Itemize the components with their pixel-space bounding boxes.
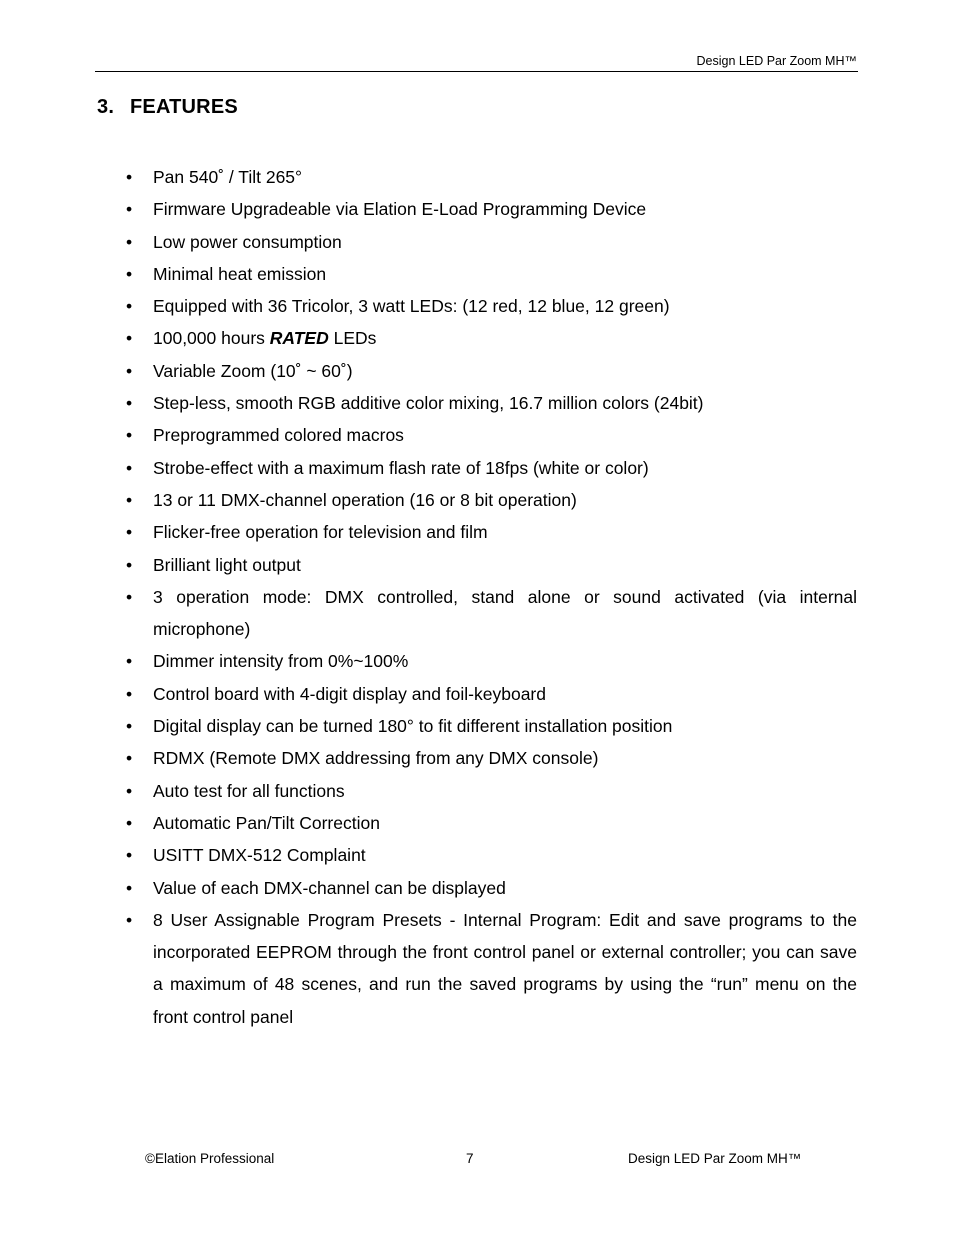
- feature-item: [126, 581, 857, 646]
- feature-text-prefix: 100,000 hours: [153, 328, 270, 349]
- feature-item: [126, 193, 857, 225]
- bullet-icon: •: [126, 199, 133, 220]
- feature-item: [126, 742, 857, 774]
- feature-text-emphasis: RATED: [269, 328, 329, 349]
- feature-item: [126, 645, 857, 677]
- bullet-icon: •: [126, 716, 133, 737]
- feature-text: Strobe-effect with a maximum flash rate of 18fps (white or color): [153, 457, 649, 478]
- feature-text: Low power consumption: [153, 231, 342, 252]
- bullet-icon: •: [126, 877, 133, 898]
- bullet-icon: •: [126, 167, 133, 187]
- bullet-icon: •: [126, 263, 133, 284]
- feature-item: [126, 516, 857, 548]
- bullet-icon: •: [126, 457, 133, 478]
- feature-text: Minimal heat emission: [153, 263, 327, 284]
- feature-item: [126, 872, 857, 904]
- feature-item: [126, 322, 857, 354]
- feature-item: [126, 549, 857, 581]
- feature-item: [126, 710, 857, 742]
- bullet-icon: •: [126, 845, 133, 866]
- feature-item: [126, 839, 857, 871]
- feature-item: [126, 775, 857, 807]
- bullet-icon: •: [126, 296, 133, 317]
- feature-text: Step-less, smooth RGB additive color mixing, 16.7 million colors (24bit): [153, 393, 704, 414]
- feature-text: [153, 322, 857, 354]
- feature-text: Brilliant light output: [153, 554, 301, 575]
- bullet-icon: •: [126, 522, 133, 543]
- header-divider: [95, 71, 858, 72]
- feature-item: [126, 355, 857, 387]
- feature-text: Firmware Upgradeable via Elation E-Load Programming Device: [153, 199, 647, 220]
- feature-text: Variable Zoom (10˚ ~ 60˚): [153, 360, 353, 381]
- feature-item: [126, 904, 857, 1033]
- feature-text: Pan 540˚ / Tilt 265°: [153, 167, 303, 187]
- feature-item: [126, 387, 857, 419]
- section-number: 3.: [97, 96, 115, 118]
- feature-text: RDMX (Remote DMX addressing from any DMX console): [153, 748, 599, 769]
- feature-text-suffix: LEDs: [328, 328, 377, 349]
- feature-text: Preprogrammed colored macros: [153, 425, 404, 446]
- feature-text: 3 operation mode: DMX controlled, stand alone or sound activated (via internal microphone): [153, 586, 857, 640]
- feature-item: [126, 678, 857, 710]
- bullet-icon: •: [126, 360, 133, 381]
- feature-item: [126, 452, 857, 484]
- feature-item: [126, 161, 857, 193]
- bullet-icon: •: [126, 328, 133, 349]
- bullet-icon: •: [126, 909, 133, 930]
- bullet-icon: •: [126, 812, 133, 833]
- feature-text: 8 User Assignable Program Presets - Internal Program: Edit and save programs to the incorporated EEPROM through the front control panel or external controller; you can save a maximum of 48 scenes, and run the saved programs by using the “run” menu on the front control panel: [153, 909, 857, 1027]
- bullet-icon: •: [126, 651, 133, 672]
- feature-item: [126, 419, 857, 451]
- bullet-icon: •: [126, 231, 133, 252]
- section-heading: [97, 96, 238, 119]
- bullet-icon: •: [126, 586, 133, 607]
- bullet-icon: •: [126, 489, 133, 510]
- footer-page-number: 7: [466, 1151, 474, 1166]
- feature-text: 13 or 11 DMX-channel operation (16 or 8 bit operation): [153, 489, 577, 510]
- footer-product: Design LED Par Zoom MH™: [628, 1151, 802, 1166]
- feature-item: [126, 807, 857, 839]
- bullet-icon: •: [126, 425, 133, 446]
- bullet-icon: •: [126, 393, 133, 414]
- feature-text: Control board with 4-digit display and foil-keyboard: [153, 683, 546, 704]
- bullet-icon: •: [126, 554, 133, 575]
- feature-text: Digital display can be turned 180° to fit different installation position: [153, 716, 673, 737]
- feature-text: Dimmer intensity from 0%~100%: [153, 651, 409, 672]
- footer-copyright: ©Elation Professional: [145, 1151, 275, 1166]
- feature-text: Flicker-free operation for television and film: [153, 522, 488, 543]
- feature-item: [126, 290, 857, 322]
- feature-text: Equipped with 36 Tricolor, 3 watt LEDs: (12 red, 12 blue, 12 green): [153, 296, 670, 317]
- feature-text: Value of each DMX-channel can be displayed: [153, 877, 506, 898]
- header-title: Design LED Par Zoom MH™: [696, 54, 857, 68]
- feature-text: Auto test for all functions: [153, 780, 345, 801]
- feature-item: [126, 258, 857, 290]
- feature-text: USITT DMX-512 Complaint: [153, 845, 366, 866]
- feature-text: Automatic Pan/Tilt Correction: [153, 812, 380, 833]
- bullet-icon: •: [126, 780, 133, 801]
- bullet-icon: •: [126, 683, 133, 704]
- section-title: FEATURES: [130, 96, 238, 118]
- feature-item: [126, 226, 857, 258]
- feature-list: [126, 161, 857, 1033]
- bullet-icon: •: [126, 748, 133, 769]
- feature-item: [126, 484, 857, 516]
